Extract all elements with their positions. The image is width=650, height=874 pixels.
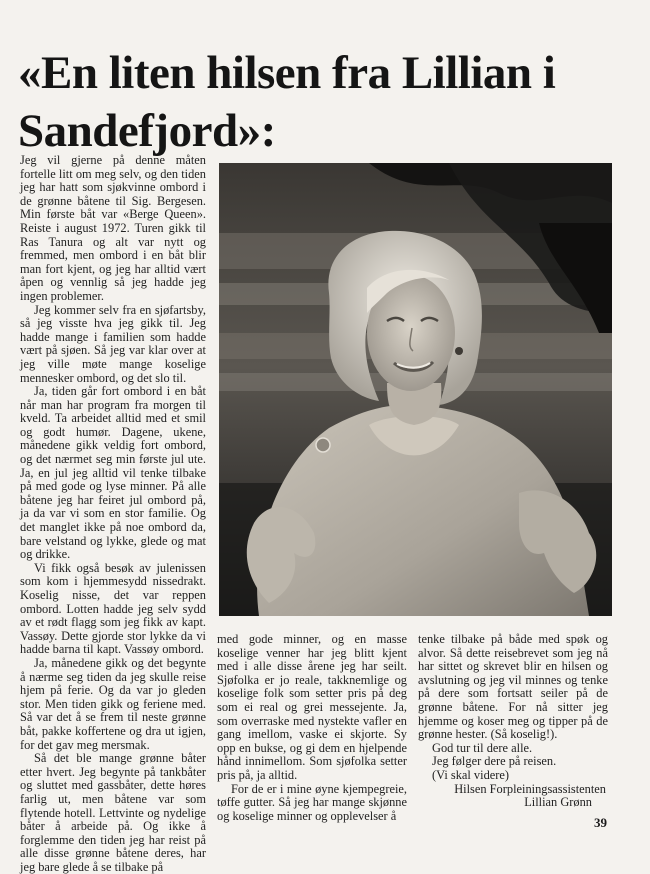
paragraph: Jeg vil gjerne på denne måten fortelle litt om meg selv, og den tiden jeg har hatt som sjøkvinne ombord i de grønne båtene til Sig. Bergesen. Min første båt var «Berge Queen». Reiste i august 1972. Turen gikk til Ras Tanura og alt var nytt og fremmed, men ombord i en båt blir man fort kjent, og jeg har alltid vært åpen og vennlig så jeg hadde jeg ingen problemer. — [20, 153, 206, 303]
paragraph: Ja, månedene gikk og det begynte å nærme seg tiden da jeg skulle reise hjem på ferie. Og da var jo gleden stor. Men tiden gikk og feriene med. Så var det å se frem til neste grønne båt, pakke koffertene og dra ut igjen, for det gav meg mersmak. — [20, 655, 206, 752]
signature-title: Hilsen Forpleiningsassistenten — [454, 781, 606, 796]
article-headline: «En liten hilsen fra Lillian i Sandefjord»: — [18, 47, 556, 157]
signature-name: Lillian Grønn — [524, 795, 592, 810]
portrait-photo — [219, 163, 612, 616]
article-column-2 — [217, 633, 407, 823]
paragraph: Vi fikk også besøk av julenissen som kom i hjemmesydd nissedrakt. Koselig nisse, det var reppen ombord. Lotten hadde jeg selv sydd av et rødt flagg som jeg fikk av kapt. Vassøy. Dette gjorde stor lykke da vi hadde barna til kapt. Vassøy ombord. — [20, 560, 206, 657]
paragraph: tenke tilbake på både med spøk og alvor. Så dette reisebrevet som jeg nå har sittet og skrevet blir en hilsen og avslutning og jeg vil minnes og tenke på dere som fortsatt seiler på de grønne båtene. For nå sitter jeg hjemme og koser meg og tipper på de grønne hester. (Så koselig!). — [418, 632, 608, 742]
closing-line: (Vi skal videre) — [432, 767, 510, 782]
article-column-1 — [20, 154, 206, 874]
paragraph: For de er i mine øyne kjempegreie, tøffe gutter. Så jeg har mange skjønne og koselige minner og opplevelser å — [217, 781, 407, 823]
paragraph: med gode minner, og en masse koselige venner har jeg blitt kjent med i alle disse årene jeg har seilt. Sjøfolka er jo reale, takknemlige og koselige folk som setter pris på deg som ei real og grei messejente. Ja, som overraske med nystekte vafler en gang imellom, vaske ei skjorte. Sy opp en bukse, og gi dem en hjelpende hånd innimellom. Som sjøfolka setter pris på, ja alltid. — [217, 632, 407, 782]
paragraph: Ja, tiden går fort ombord i en båt når man har program fra morgen til kveld. Ta arbeidet alltid med et smil og godt humør. Dagene, ukene, månedene gikk veldig fort ombord, og det nærmet seg min første jul ute. Ja, en jul jeg alltid vil tenke tilbake på med gode og lyse minner. På alle båtene jeg har feiret jul ombord på, ja da var vi som en stor familie. Og det manglet ikke på noe ombord da, bare velstand og lykke, glede og mat og drikke. — [20, 384, 206, 562]
page-number: 39 — [594, 815, 607, 830]
paragraph: Så det ble mange grønne båter etter hvert. Jeg begynte på tankbåter og sluttet med gassbåter, dette høres farlig ut, men båtene var som flytende hotell. Lettvinte og nydelige båter å arbeide på. Og ikke å forglemme den tiden jeg har reist på alle disse grønne båtene deres, har jeg bare glede å se tilbake på — [20, 751, 206, 874]
article-column-3 — [418, 633, 608, 810]
closing-line: Jeg følger dere på reisen. — [432, 754, 557, 769]
paragraph: Jeg kommer selv fra en sjøfartsby, så jeg visste hva jeg gikk til. Jeg hadde mange i familien som hadde vært på sjøen. Så jeg var klar over at jeg ville møte mange koselige mennesker ombord, og det slo til. — [20, 302, 206, 385]
portrait-illustration — [219, 163, 612, 616]
closing-line: God tur til dere alle. — [432, 740, 533, 755]
